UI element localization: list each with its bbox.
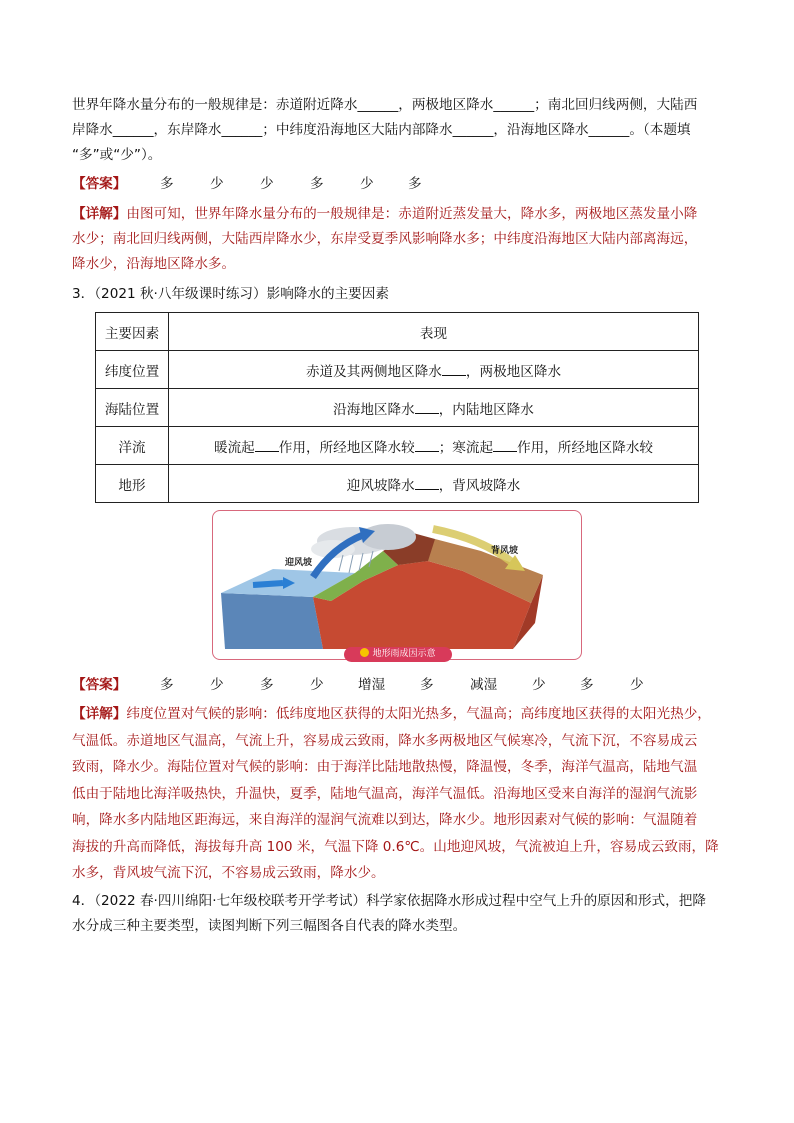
detail-1-paragraph [72, 202, 732, 277]
detail-2-text: 纬度位置对气候的影响：低纬度地区获得的太阳光热多，气温高；高纬度地区获得的太阳光热少， [126, 706, 711, 722]
intro-line-1: 世界年降水量分布的一般规律是：赤道附近降水______，两极地区降水______；南北回归线两侧，大陆西 [72, 97, 698, 113]
blank-underline [442, 361, 466, 376]
blank-underline [493, 437, 517, 452]
answer-2-item: 减湿 [470, 677, 498, 693]
detail-2-line-7: 水多，背风坡气流下沉，不容易成云致雨，降水少。 [72, 865, 385, 881]
detail-2-paragraph [72, 701, 732, 887]
table-row [96, 389, 699, 427]
cell-text: ，背风坡降水 [438, 477, 521, 494]
cell-text: 沿海地区降水 [333, 401, 415, 418]
answer-2-item: 多 [420, 677, 434, 693]
detail-1-line-2: 水少；南北回归线两侧，大陆西岸降水少，东岸受夏季风影响降水多；中纬度沿海地区大陆内部离海远， [72, 231, 698, 247]
question-4-line-1: 4．（2022 春·四川绵阳·七年级校联考开学考试）科学家依据降水形成过程中空气上升的原因和形式，把降 [72, 893, 706, 909]
wind-arrow-low [253, 583, 283, 585]
blank-underline [415, 475, 439, 490]
detail-2-line-3: 致雨，降水少。海陆位置对气候的影响：由于海洋比陆地散热慢，降温慢，冬季，海洋气温高，陆地气温 [72, 759, 698, 775]
question-4-line-2: 水分成三种主要类型，读图判断下列三幅图各自代表的降水类型。 [72, 918, 467, 934]
factors-table [95, 312, 699, 503]
intro-line-3: “多”或“少”）。 [72, 147, 162, 163]
intro-paragraph [72, 93, 732, 168]
sea-block-front [221, 593, 323, 649]
table-row [96, 465, 699, 503]
detail-2-label: 【详解】 [72, 706, 127, 722]
answer-1-item: 多 [408, 176, 422, 192]
orographic-rain-figure [212, 510, 582, 660]
answer-1-item: 少 [360, 176, 374, 192]
cell-text: ，内陆地区降水 [438, 401, 534, 418]
question-4-paragraph [72, 889, 732, 939]
answer-1-item: 多 [160, 176, 174, 192]
table-header-performance: 表现 [169, 313, 699, 351]
answer-2-label: 【答案】 [72, 677, 127, 693]
table-cell-performance [169, 389, 699, 427]
question-3-heading [72, 282, 732, 307]
blank-underline [415, 399, 439, 414]
table-cell-factor: 地形 [96, 465, 169, 503]
table-row [96, 427, 699, 465]
detail-2-line-1 [72, 701, 732, 728]
question-3-number: 3． [72, 286, 95, 302]
leeward-label: 背风坡 [491, 546, 519, 556]
cell-text: 暖流起 [213, 439, 255, 456]
answer-2-item: 少 [630, 677, 644, 693]
answer-2-item: 多 [260, 677, 274, 693]
cell-text: 赤道及其两侧地区降水 [305, 363, 442, 380]
cell-text: 迎风坡降水 [346, 477, 415, 494]
blank-underline [255, 437, 279, 452]
detail-2-line-4: 低由于陆地比海洋吸热快，升温快，夏季，陆地气温高，海洋气温低。沿海地区受来自海洋的湿润气流影 [72, 785, 698, 802]
detail-1-text: 由图可知，世界年降水量分布的一般规律是：赤道附近蒸发量大，降水多，两极地区蒸发量小降 [126, 206, 698, 222]
answer-2-item: 多 [160, 677, 174, 693]
blank-underline [415, 437, 439, 452]
table-cell-performance [169, 465, 699, 503]
answer-2-item: 少 [210, 677, 224, 693]
table-cell-factor: 洋流 [96, 427, 169, 465]
answer-1-label: 【答案】 [72, 176, 127, 192]
table-row [96, 351, 699, 389]
answer-2-item: 多 [580, 677, 594, 693]
caption-icon [360, 648, 369, 657]
answer-2-line [72, 673, 732, 698]
detail-1-label: 【详解】 [72, 206, 127, 222]
detail-1-line-1 [72, 202, 732, 227]
cell-text: 作用，所经地区降水较 [278, 439, 415, 456]
detail-1-line-3: 降水少，沿海地区降水多。 [72, 256, 236, 272]
detail-2-line-2: 气温低。赤道地区气温高，气流上升，容易成云致雨，降水多两极地区气候寒冷，气流下沉，不容易成云 [72, 732, 698, 749]
table-header-factor: 主要因素 [96, 313, 169, 351]
table-cell-performance [169, 427, 699, 465]
figure-caption-text: 地形雨成因示意 [372, 649, 436, 659]
table-cell-performance [169, 351, 699, 389]
question-3-source: （2021 秋·八年级课时练习） [94, 286, 267, 302]
answer-1-line [72, 172, 732, 197]
windward-label: 迎风坡 [285, 558, 313, 568]
cell-text: 作用，所经地区降水较 [517, 439, 654, 456]
answer-2-item: 少 [532, 677, 546, 693]
table-cell-factor: 纬度位置 [96, 351, 169, 389]
orographic-rain-illustration [213, 511, 580, 658]
intro-line-2: 岸降水______，东岸降水______；中纬度沿海地区大陆内部降水______，沿海地区降水______。（本题填 [72, 122, 691, 138]
answer-2-item: 增湿 [358, 677, 386, 693]
table-cell-factor: 海陆位置 [96, 389, 169, 427]
answer-1-item: 多 [310, 176, 324, 192]
table-header-row [96, 313, 699, 351]
detail-2-line-6: 海拔的升高而降低，海拔每升高 100 米，气温下降 0.6℃。山地迎风坡，气流被迫上升，容易成云致雨，降 [72, 838, 719, 855]
cell-text: ；寒流起 [438, 439, 494, 456]
figure-caption [344, 647, 452, 662]
question-3-text: 影响降水的主要因素 [266, 286, 389, 302]
answer-2-item: 少 [310, 677, 324, 693]
cell-text: ，两极地区降水 [465, 363, 562, 380]
answer-1-item: 少 [260, 176, 274, 192]
detail-2-line-5: 响，降水多内陆地区距海远，来自海洋的湿润气流难以到达，降水少。地形因素对气候的影响：气温随着 [72, 812, 698, 828]
answer-1-item: 少 [210, 176, 224, 192]
